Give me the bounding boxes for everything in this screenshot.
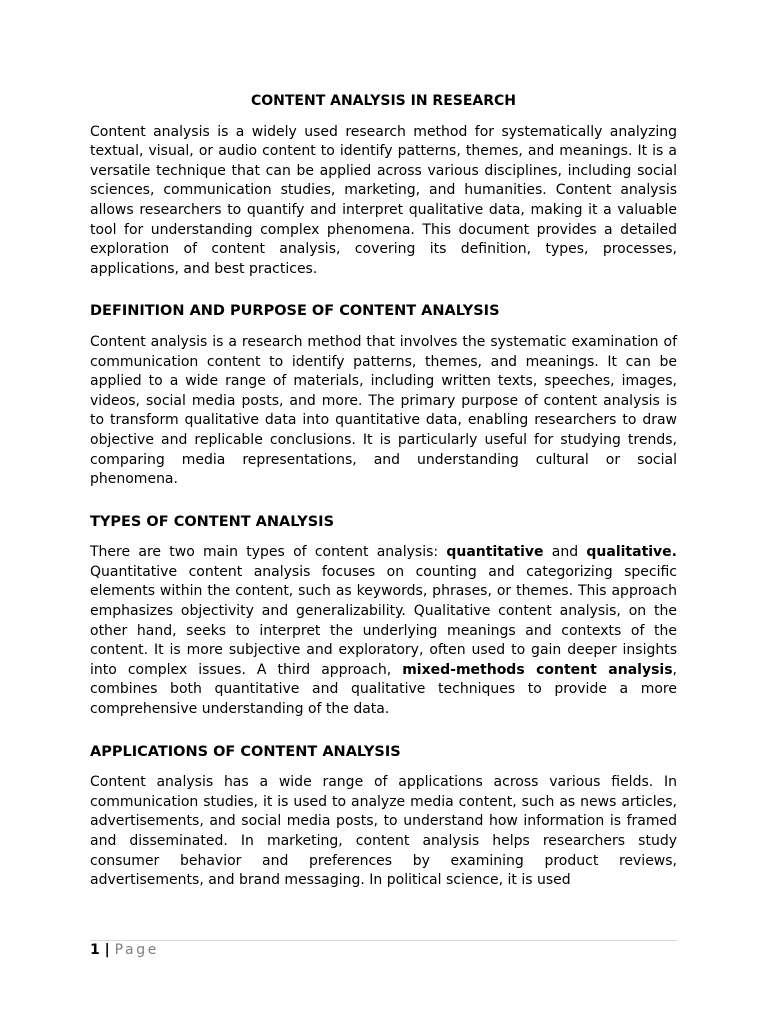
section-body-types bbox=[90, 543, 677, 719]
types-text-4: , combines both quantitative and qualitative techniques to provide a more comprehensive understanding of the data. bbox=[90, 661, 677, 718]
types-bold-mixed-methods: mixed-methods content analysis bbox=[402, 661, 673, 678]
page-separator: | bbox=[99, 942, 115, 958]
types-text-3: Quantitative content analysis focuses on counting and categorizing specific elements within the content, such as keywords, phrases, or themes. This approach emphasizes objectivity and generalizability. Qualitative content analysis, on the other hand, seeks to interpret the underlying meanings and contexts of the content. It is more subjective and exploratory, often used to gain deeper insights into complex issues. A third approach, bbox=[90, 563, 677, 678]
types-bold-quantitative: quantitative bbox=[446, 544, 544, 561]
intro-paragraph: Content analysis is a widely used research method for systematically analyzing textual, visual, or audio content to identify patterns, themes, and meanings. It is a versatile technique that can be applied across various disciplines, including social sciences, communication studies, marketing, and humanities. Content analysis allows researchers to quantify and interpret qualitative data, making it a valuable tool for understanding complex phenomena. This document provides a detailed exploration of content analysis, covering its definition, types, processes, applications, and best practices. bbox=[90, 123, 677, 277]
section-body-definition: Content analysis is a research method that involves the systematic examination of communication content to identify patterns, themes, and meanings. It can be applied to a wide range of materials, including written texts, speeches, images, videos, social media posts, and more. The primary purpose of content analysis is to transform qualitative data into quantitative data, enabling researchers to draw objective and replicable conclusions. It is particularly useful for studying trends, comparing media representations, and understanding cultural or social phenomena. bbox=[90, 333, 677, 488]
section-heading-applications: APPLICATIONS OF CONTENT ANALYSIS bbox=[90, 743, 401, 760]
document-body bbox=[90, 92, 677, 891]
footer-divider bbox=[90, 940, 677, 941]
section-heading-definition: DEFINITION AND PURPOSE OF CONTENT ANALYSIS bbox=[90, 303, 500, 320]
types-text-2: and bbox=[543, 544, 587, 561]
page-number: 1 bbox=[90, 942, 100, 958]
page-label: Page bbox=[114, 942, 159, 958]
page-footer bbox=[90, 941, 159, 960]
section-body-applications: Content analysis has a wide range of applications across various fields. In communication studies, it is used to analyze media content, such as news articles, advertisements, and social media posts, to understand how information is framed and disseminated. In marketing, content analysis helps researchers study consumer behavior and preferences by examining product reviews, advertisements, and brand messaging. In political science, it is used bbox=[90, 774, 677, 889]
types-text-1: There are two main types of content analysis: bbox=[90, 544, 447, 561]
section-heading-types: TYPES OF CONTENT ANALYSIS bbox=[90, 513, 335, 530]
document-title: CONTENT ANALYSIS IN RESEARCH bbox=[250, 93, 517, 109]
types-bold-qualitative: qualitative. bbox=[586, 544, 677, 561]
